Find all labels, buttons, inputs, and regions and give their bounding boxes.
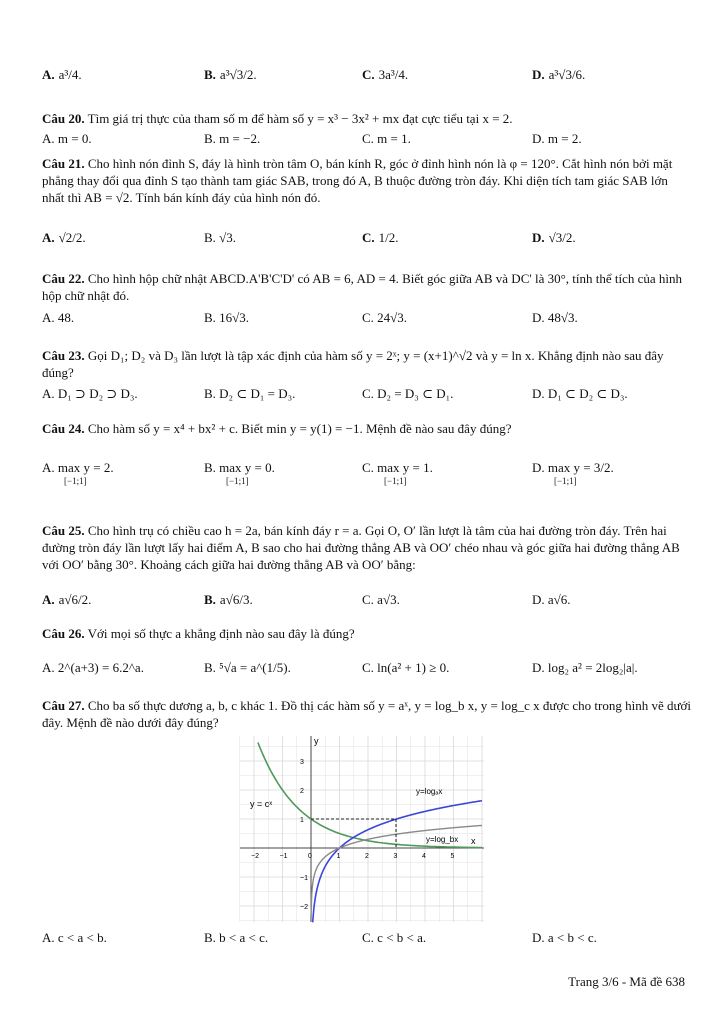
q22-option-b[interactable]: B. 16√3. bbox=[204, 310, 250, 325]
q27-option-c[interactable]: C. c < b < a. bbox=[362, 930, 427, 945]
x-tick-label: 3 bbox=[393, 853, 398, 860]
question-25: Câu 25. Cho hình trụ có chiều cao h = 2a, bán kính đáy r = a. Gọi O, O′ lần lượt là tâm của hai đường tròn đáy. Trên hai đường tròn đáy lần lượt lấy hai điểm A, B sao cho hai đường thẳng AB và OO′ chéo nhau và góc giữa hai đường thẳng AB với OO′ bằng 30°. Khoảng cách giữa hai đường thẳng AB và OO′ bằng: bbox=[42, 523, 680, 572]
x-tick-label: −2 bbox=[251, 853, 259, 860]
q20-option-a[interactable]: A. m = 0. bbox=[42, 131, 92, 146]
y-tick-label: −1 bbox=[300, 875, 308, 882]
q26-option-a[interactable]: A. 2^(a+3) = 6.2^a. bbox=[42, 660, 144, 675]
question-26: Câu 26. Với mọi số thực a khẳng định nào sau đây là đúng? bbox=[42, 626, 355, 641]
q21-option-d[interactable]: D. √3/2. bbox=[532, 230, 576, 245]
x-tick-label: 5 bbox=[450, 853, 455, 860]
q25-option-d[interactable]: D. a√6. bbox=[532, 592, 571, 607]
y-tick-label: 3 bbox=[300, 759, 304, 766]
q23-option-a[interactable]: A. D₁ ⊃ D₂ ⊃ D₃. bbox=[42, 386, 138, 401]
q23-option-d[interactable]: D. D₁ ⊂ D₂ ⊂ D₃. bbox=[532, 386, 628, 401]
label-log-b: y=log_bx bbox=[426, 835, 459, 844]
q20-option-c[interactable]: C. m = 1. bbox=[362, 131, 411, 146]
q25-options bbox=[42, 582, 692, 618]
q21-option-b[interactable]: B. √3. bbox=[204, 230, 237, 245]
q23-option-b[interactable]: B. D₂ ⊂ D₁ = D₃. bbox=[204, 386, 296, 401]
q19-option-b[interactable]: B. a³√3/2. bbox=[204, 67, 257, 82]
q27-option-d[interactable]: D. a < b < c. bbox=[532, 930, 597, 945]
question-24: Câu 24. Cho hàm số y = x⁴ + bx² + c. Biết min y = y(1) = −1. Mệnh đề nào sau đây đúng? bbox=[42, 421, 512, 436]
y-tick-label: 2 bbox=[300, 788, 304, 795]
q20-options bbox=[42, 121, 692, 157]
q21-option-a[interactable]: A. √2/2. bbox=[42, 230, 86, 245]
q25-option-c[interactable]: C. a√3. bbox=[362, 592, 400, 607]
q26-option-b[interactable]: B. ⁵√a = a^(1/5). bbox=[204, 660, 291, 675]
function-graph bbox=[236, 732, 486, 924]
q21-options bbox=[42, 220, 692, 256]
q19-options bbox=[42, 57, 692, 93]
q24-interval-c: [−1;1] bbox=[384, 476, 407, 486]
curve-c-exponential bbox=[258, 743, 482, 848]
label-c-curve: y = cˣ bbox=[250, 799, 273, 809]
q24-option-d[interactable]: D. max y = 3/2. bbox=[532, 460, 614, 475]
q19-option-a[interactable]: A. a³/4. bbox=[42, 67, 82, 82]
tick-labels bbox=[251, 759, 455, 911]
q22-option-a[interactable]: A. 48. bbox=[42, 310, 75, 325]
label-log-a: y=logₐx bbox=[416, 787, 443, 796]
y-tick-label: 1 bbox=[300, 817, 304, 824]
q19-option-c[interactable]: C. 3a³/4. bbox=[362, 67, 409, 82]
page-footer: Trang 3/6 - Mã đề 638 bbox=[568, 974, 685, 989]
q24-interval-b: [−1;1] bbox=[226, 476, 249, 486]
q24-option-a[interactable]: A. max y = 2. bbox=[42, 460, 114, 475]
question-20: Câu 20. Tìm giá trị thực của tham số m để hàm số y = x³ − 3x² + mx đạt cực tiểu tại x = 2. bbox=[42, 111, 513, 126]
q23-options bbox=[42, 376, 692, 412]
x-tick-label: 1 bbox=[336, 853, 341, 860]
q26-option-c[interactable]: C. ln(a² + 1) ≥ 0. bbox=[362, 660, 450, 675]
q24-option-c[interactable]: C. max y = 1. bbox=[362, 460, 433, 475]
q27-option-a[interactable]: A. c < a < b. bbox=[42, 930, 107, 945]
x-tick-label: 4 bbox=[422, 853, 426, 860]
y-tick-label: −2 bbox=[300, 904, 308, 911]
q24-options bbox=[42, 450, 692, 490]
q22-options bbox=[42, 300, 692, 336]
x-tick-label: −1 bbox=[279, 853, 288, 860]
q22-option-d[interactable]: D. 48√3. bbox=[532, 310, 578, 325]
x-tick-label: 2 bbox=[365, 853, 369, 860]
q20-option-b[interactable]: B. m = −2. bbox=[204, 131, 261, 146]
q25-option-b[interactable]: B. a√6/3. bbox=[204, 592, 253, 607]
question-21: Câu 21. Cho hình nón đỉnh S, đáy là hình tròn tâm O, bán kính R, góc ở đỉnh hình nón là φ = 120°. Cắt hình nón bởi mặt phẳng thay đổi qua đỉnh S tạo thành tam giác SAB, trong đó A, B thuộc đường tròn đáy. Khi diện tích tam giác SAB lớn nhất thì AB = √2. Tính bán kính đáy của hình nón đó. bbox=[42, 156, 673, 205]
q27-options bbox=[42, 920, 692, 956]
q24-option-b[interactable]: B. max y = 0. bbox=[204, 460, 275, 475]
question-27: Câu 27. Cho ba số thực dương a, b, c khác 1. Đồ thị các hàm số y = aˣ, y = log_b x, y = log_c x được cho trong hình vẽ dưới đây. Mệnh đề nào dưới đây đúng? bbox=[42, 698, 691, 730]
y-axis-label: y bbox=[314, 736, 319, 746]
q21-option-c[interactable]: C. 1/2. bbox=[362, 230, 399, 245]
q24-interval-a: [−1;1] bbox=[64, 476, 87, 486]
q25-option-a[interactable]: A. a√6/2. bbox=[42, 592, 92, 607]
q22-option-c[interactable]: C. 24√3. bbox=[362, 310, 408, 325]
q26-options bbox=[42, 650, 692, 686]
question-22: Câu 22. Cho hình hộp chữ nhật ABCD.A'B'C'D' có AB = 6, AD = 4. Biết góc giữa AB và DC' là 30°, tính thể tích của hình hộp chữ nhật đó. bbox=[42, 271, 683, 303]
q19-option-d[interactable]: D. a³√3/6. bbox=[532, 67, 586, 82]
q23-option-c[interactable]: C. D₂ = D₃ ⊂ D₁. bbox=[362, 386, 454, 401]
q20-option-d[interactable]: D. m = 2. bbox=[532, 131, 582, 146]
x-tick-label: 0 bbox=[308, 853, 312, 860]
question-23: Câu 23. Gọi D₁; D₂ và D₃ lần lượt là tập xác định của hàm số y = 2ˣ; y = (x+1)^√2 và y = ln x. Khẳng định nào sau đây đúng? bbox=[42, 348, 664, 380]
q26-option-d[interactable]: D. log₂ a² = 2log₂|a|. bbox=[532, 660, 638, 675]
x-axis-label: x bbox=[471, 836, 476, 846]
q27-option-b[interactable]: B. b < a < c. bbox=[204, 930, 269, 945]
q24-interval-d: [−1;1] bbox=[554, 476, 577, 486]
